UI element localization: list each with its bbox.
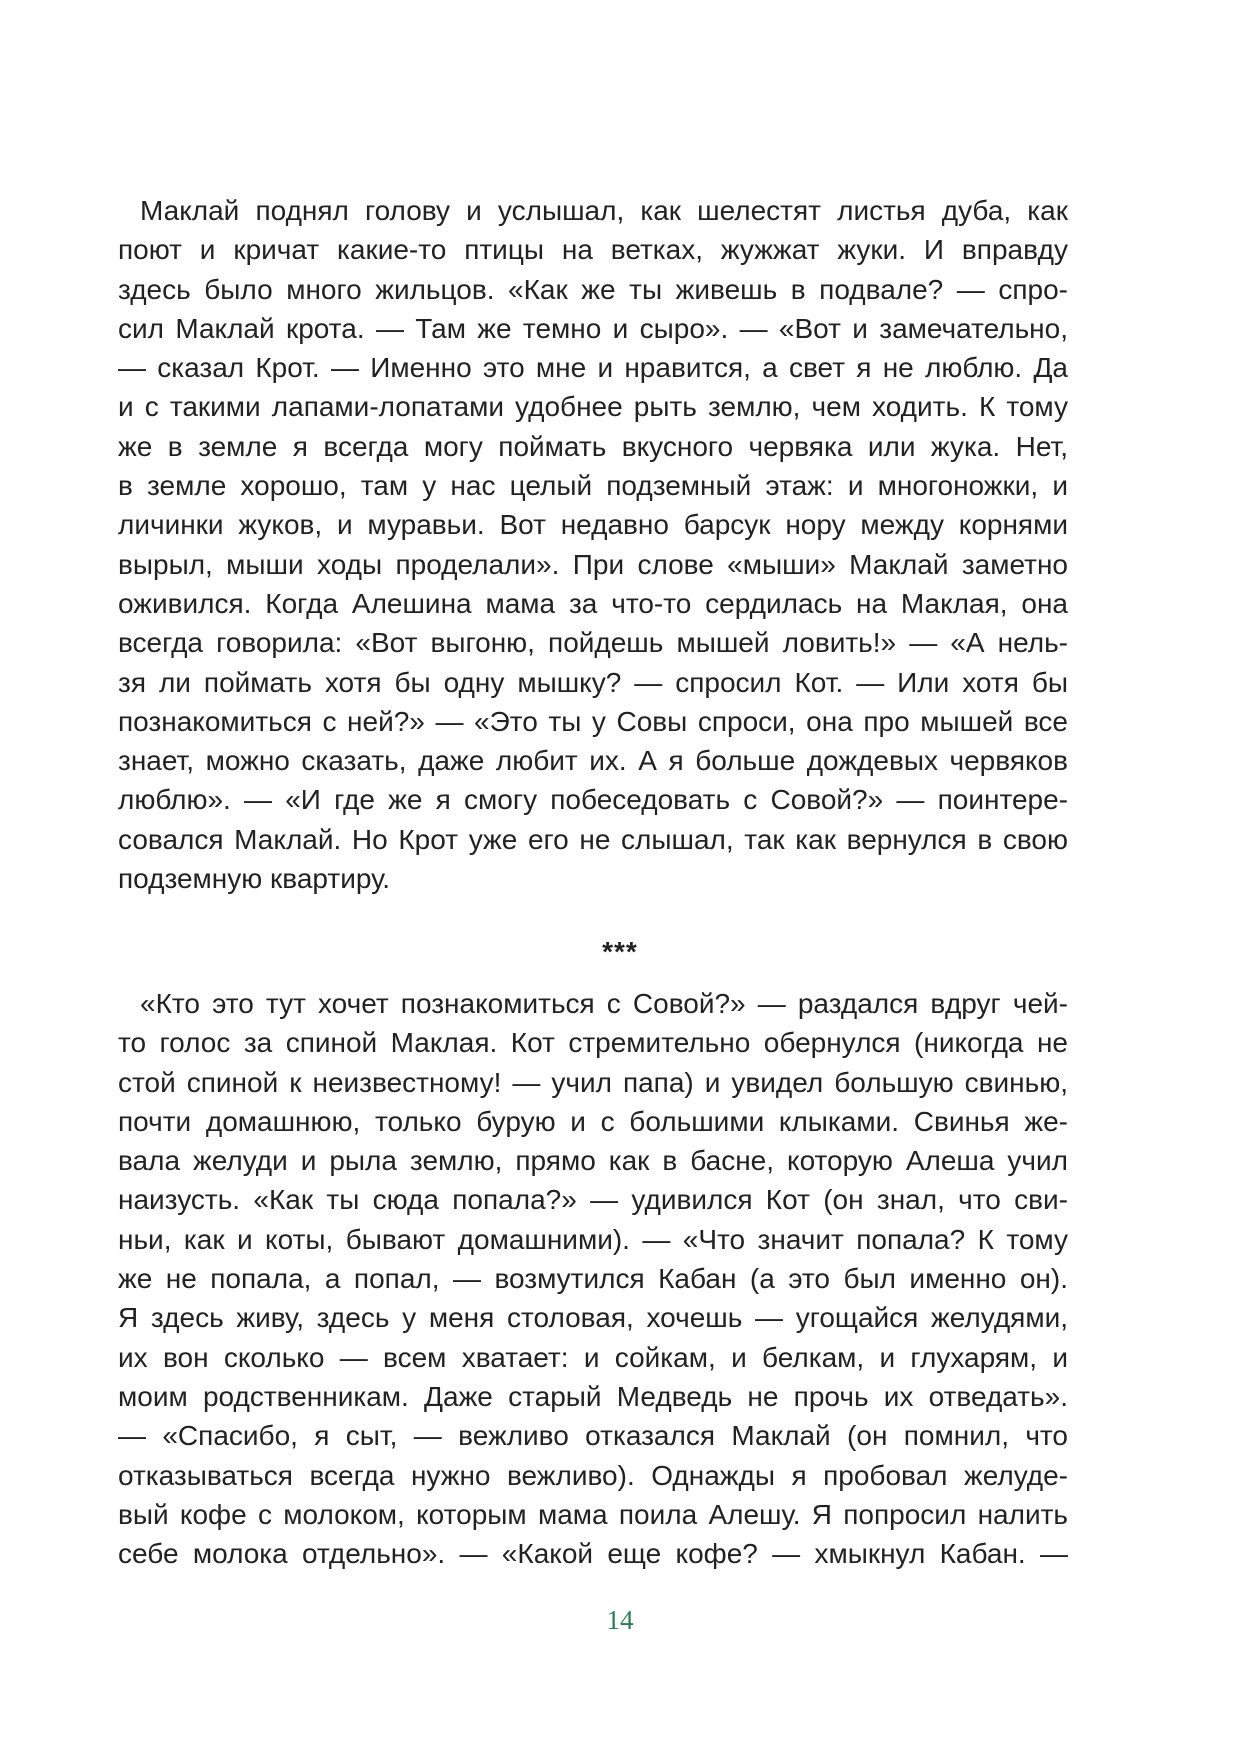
text-line: отказываться всегда нужно вежливо). Однажды я пробовал желуде- (118, 1459, 1068, 1491)
text-line: себе молока отдельно». — «Какой еще кофе? — хмыкнул Кабан. — (118, 1538, 1068, 1570)
text-line: сил Маклай крота. — Там же темно и сыро». — «Вот и замечательно, (118, 312, 1068, 344)
text-line: познакомиться с ней?» — «Это ты у Совы спроси, она про мышей все (118, 705, 1068, 737)
text-line: знает, можно сказать, даже любит их. А я больше дождевых червяков (118, 745, 1068, 777)
text-line: подземную квартиру. (118, 863, 391, 895)
text-line: зя ли поймать хотя бы одну мышку? — спросил Кот. — Или хотя бы (118, 666, 1068, 698)
text-line: Маклай поднял голову и услышал, как шелестят листья дуба, как (140, 195, 1068, 226)
page-number: 14 (606, 1605, 634, 1635)
text-line: «Кто это тут хочет познакомиться с Совой?» — раздался вдруг чей- (140, 988, 1068, 1019)
text-line: оживился. Когда Алешина мама за что-то сердилась на Маклая, она (118, 587, 1068, 619)
text-line: моим родственникам. Даже старый Медведь не прочь их отведать». (118, 1380, 1068, 1412)
section-separator: *** (602, 936, 638, 967)
text-line: здесь было много жильцов. «Как же ты живешь в подвале? — спро- (118, 273, 1068, 305)
text-line: личинки жуков, и муравьи. Вот недавно барсук нору между корнями (118, 509, 1068, 541)
text-line: же в земле я всегда могу поймать вкусного червяка или жука. Нет, (118, 430, 1068, 462)
text-line: наизусть. «Как ты сюда попала?» — удивился Кот (он знал, что сви- (118, 1184, 1068, 1216)
paragraph-2 (118, 984, 1068, 1573)
text-line: вала желуди и рыла землю, прямо как в басне, которую Алеша учил (118, 1145, 1068, 1177)
paragraph-1 (118, 191, 1068, 898)
text-line: вый кофе с молоком, которым мама поила Алешу. Я попросил налить (118, 1498, 1068, 1530)
text-line: же не попала, а попал, — возмутился Кабан (а это был именно он). (118, 1263, 1068, 1295)
text-line: то голос за спиной Маклая. Кот стремительно обернулся (никогда не (118, 1027, 1068, 1059)
text-line: поют и кричат какие-то птицы на ветках, жужжат жуки. И вправду (118, 234, 1068, 266)
text-line: их вон сколько — всем хватает: и сойкам, и белкам, и глухарям, и (118, 1341, 1068, 1373)
text-line: ньи, как и коты, бывают домашними). — «Что значит попала? К тому (118, 1223, 1068, 1255)
text-line: — сказал Крот. — Именно это мне и нравится, а свет я не люблю. Да (118, 352, 1068, 384)
text-line: вырыл, мыши ходы проделали». При слове «мыши» Маклай заметно (118, 548, 1068, 580)
text-line: — «Спасибо, я сыт, — вежливо отказался Маклай (он помнил, что (118, 1420, 1068, 1452)
text-line: всегда говорила: «Вот выгоню, пойдешь мышей ловить!» — «А нель- (118, 627, 1068, 659)
text-line: и с такими лапами-лопатами удобнее рыть землю, чем ходить. К тому (118, 391, 1068, 423)
text-line: люблю». — «И где же я смогу побеседовать с Совой?» — поинтере- (118, 784, 1068, 816)
text-line: Я здесь живу, здесь у меня столовая, хочешь — угощайся желудями, (118, 1302, 1068, 1334)
text-line: стой спиной к неизвестному! — учил папа) и увидел большую свинью, (118, 1066, 1068, 1098)
text-line: почти домашнюю, только бурую и с большими клыками. Свинья же- (118, 1105, 1068, 1137)
text-line: совался Маклай. Но Крот уже его не слышал, так как вернулся в свою (118, 823, 1068, 855)
text-line: в земле хорошо, там у нас целый подземный этаж: и многоножки, и (118, 470, 1068, 502)
